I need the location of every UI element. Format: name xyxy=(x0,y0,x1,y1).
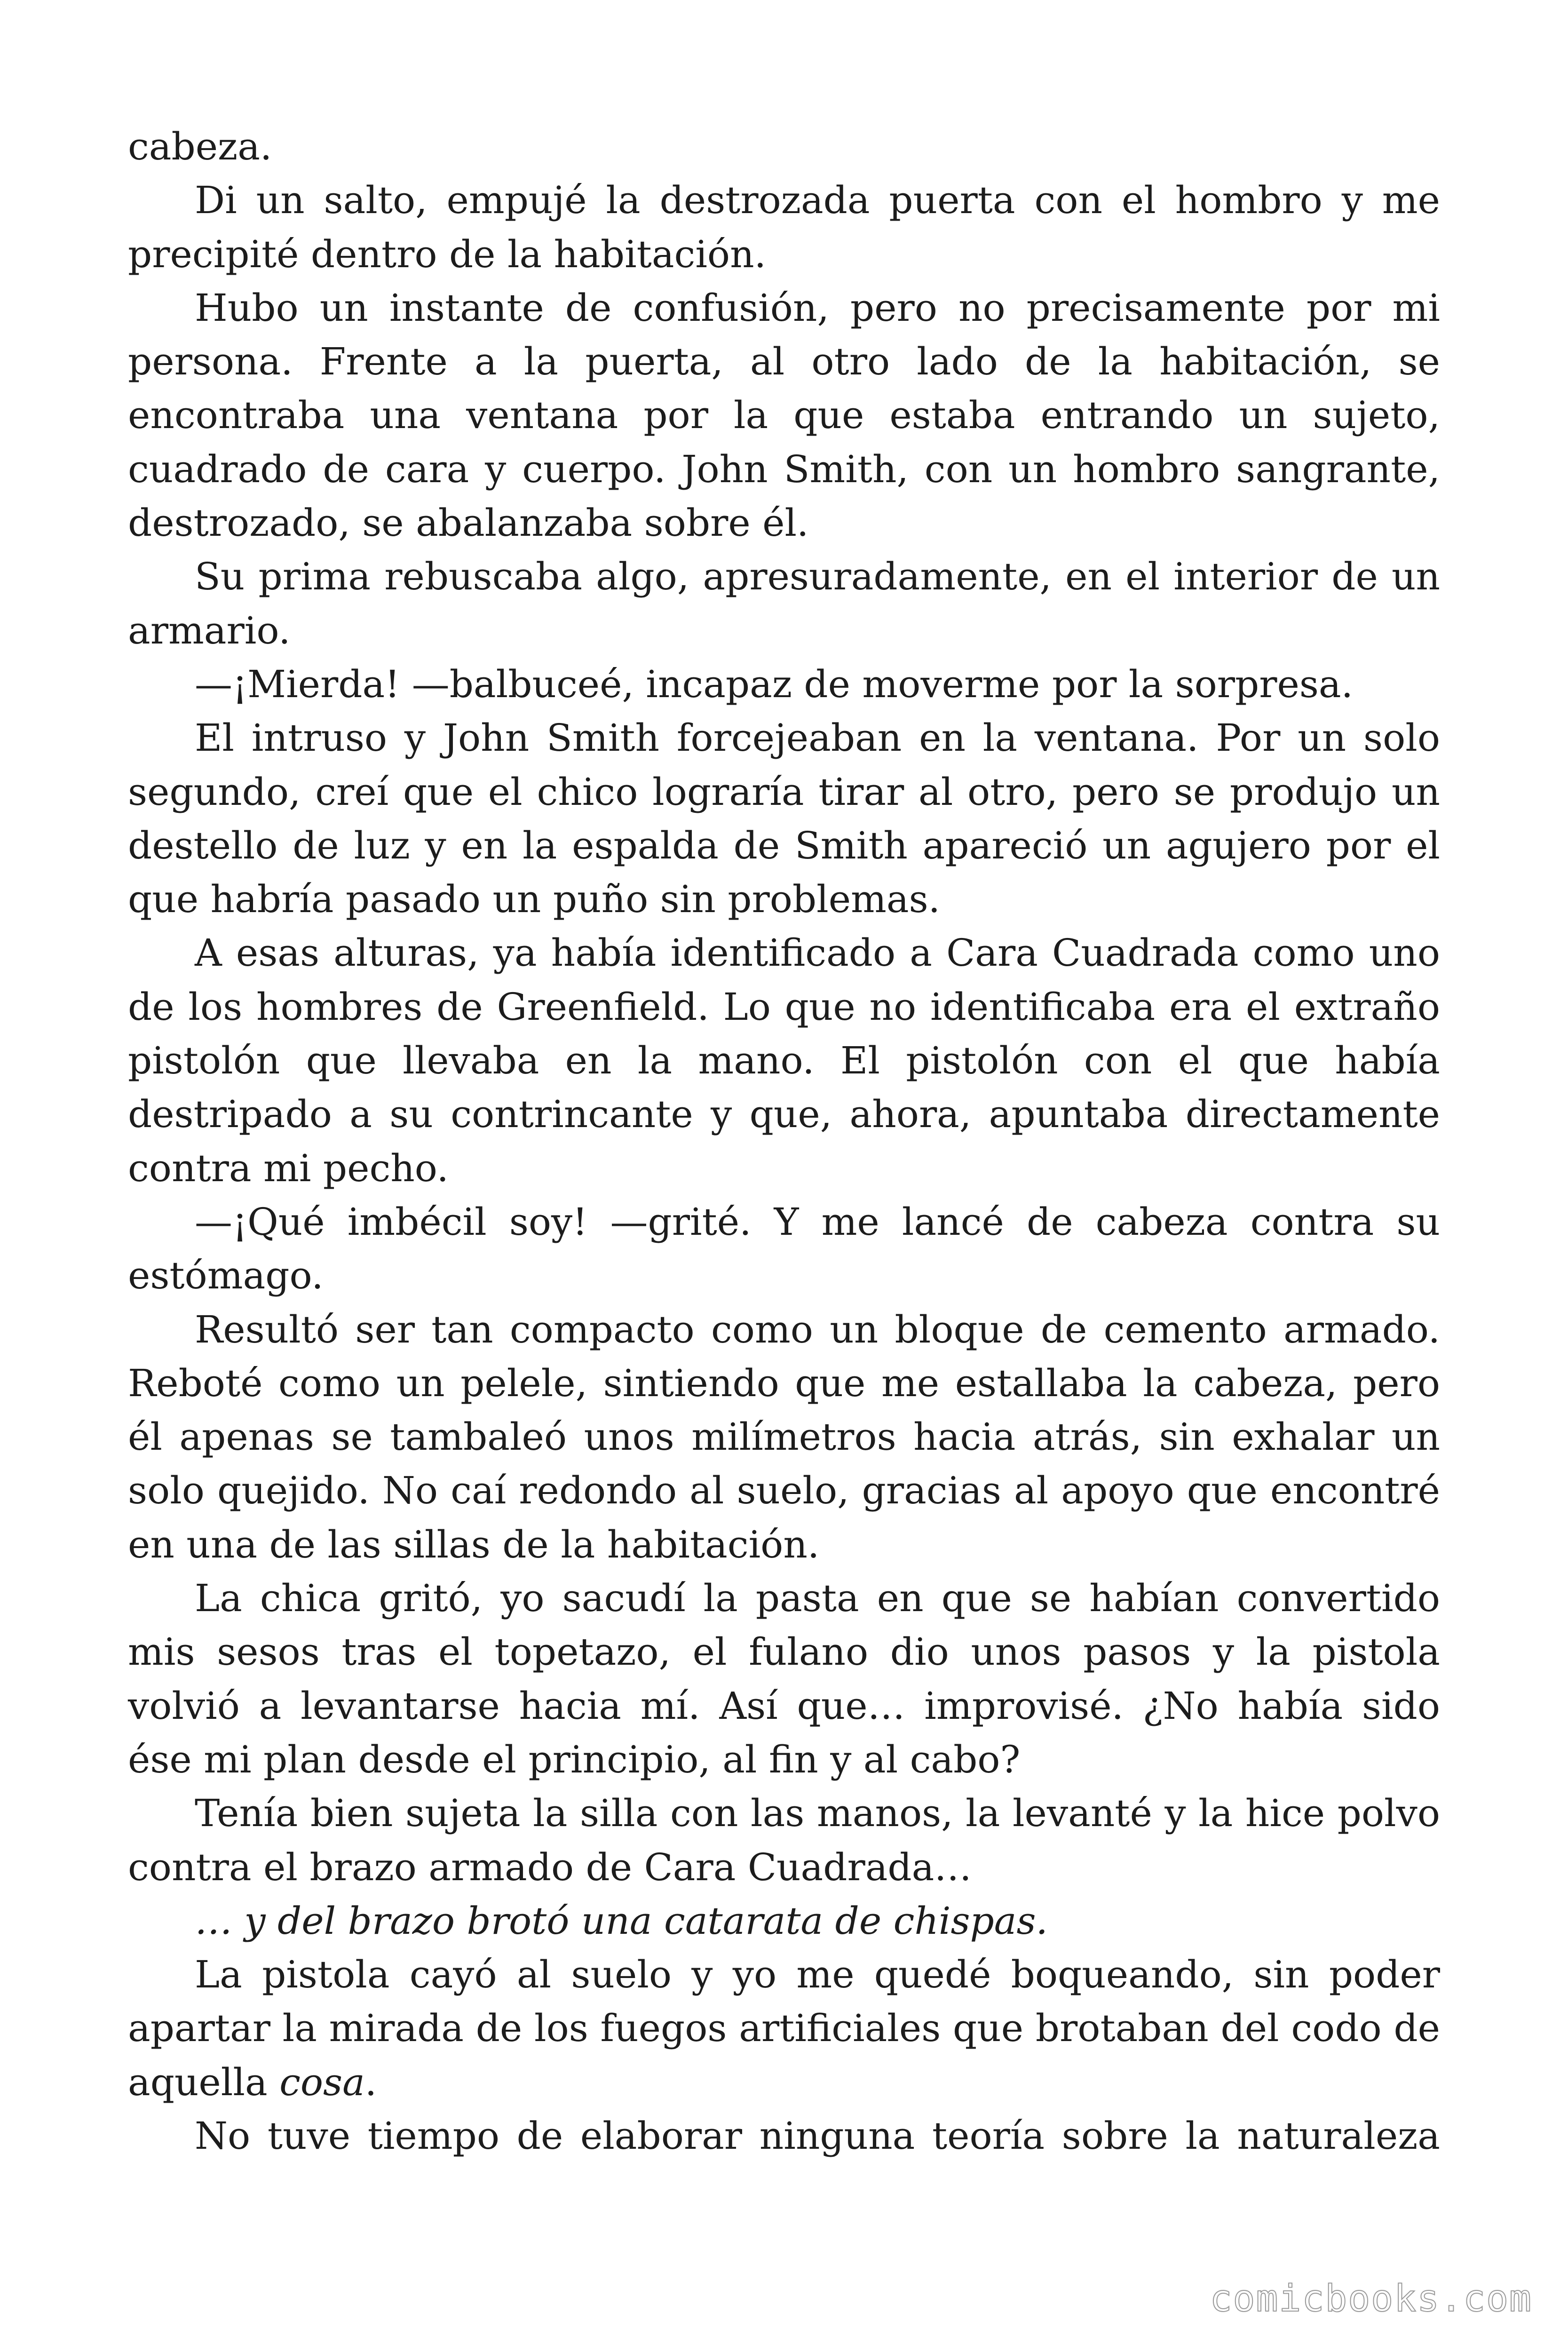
paragraph: La chica gritó, yo sacudí la pasta en que se habían convertido mis sesos tras el topetazo, el fulano dio unos pasos y la pistola volvió a levantarse hacia mí. Así que… improvisé. ¿No había sido ése mi plan desde el principio, al fin y al cabo? xyxy=(128,1576,1440,1781)
paragraph: No tuve tiempo de elaborar ninguna teoría sobre la naturaleza xyxy=(195,2114,1440,2158)
paragraph: A esas alturas, ya había identificado a Cara Cuadrada como uno de los hombres de Greenfield. Lo que no identificaba era el extraño pistolón que llevaba en la mano. El pistolón con el que había destripado a su contrincante y que, ahora, apuntaba directamente contra mi pecho. xyxy=(128,931,1440,1190)
paragraph: Hubo un instante de confusión, pero no precisamente por mi persona. Frente a la puerta, al otro lado de la habitación, se encontraba una ventana por la que estaba entrando un sujeto, cuadrado de cara y cuerpo. John Smith, con un hombro sangrante, destrozado, se abalanzaba sobre él. xyxy=(128,286,1440,545)
dialogue-paragraph: —¡Qué imbécil soy! —grité. Y me lancé de cabeza contra su estómago. xyxy=(128,1200,1440,1298)
paragraph: cabeza. xyxy=(128,125,272,168)
page-body xyxy=(128,120,1440,2163)
paragraph: Resultó ser tan compacto como un bloque de cemento armado. Reboté como un pelele, sintiendo que me estallaba la cabeza, pero él apenas se tambaleó unos milímetros hacia atrás, sin exhalar un solo quejido. No caí redondo al suelo, gracias al apoyo que encontré en una de las sillas de la habitación. xyxy=(128,1307,1440,1566)
paragraph: Tenía bien sujeta la silla con las manos, la levanté y la hice polvo contra el brazo armado de Cara Cuadrada… xyxy=(128,1791,1440,1889)
paragraph-text: La pistola cayó al suelo y yo me quedé boqueando, sin poder apartar la mirada de los fuegos artificiales que brotaban del codo de aquella xyxy=(128,1953,1440,2104)
emphasis-word: cosa xyxy=(279,2060,365,2104)
paragraph: Di un salto, empujé la destrozada puerta con el hombro y me precipité dentro de la habitación. xyxy=(128,178,1440,276)
paragraph: El intruso y John Smith forcejeaban en la ventana. Por un solo segundo, creí que el chico lograría tirar al otro, pero se produjo un destello de luz y en la espalda de Smith apareció un agujero por el que habría pasado un puño sin problemas. xyxy=(128,716,1440,922)
italic-paragraph: … y del brazo brotó una catarata de chispas. xyxy=(195,1899,1048,1943)
paragraph-text-end: . xyxy=(364,2060,377,2104)
paragraph: Su prima rebuscaba algo, apresuradamente, en el interior de un armario. xyxy=(128,555,1440,652)
watermark: comicbooks.com xyxy=(1210,2278,1532,2320)
paragraph xyxy=(128,1948,1440,2109)
dialogue-paragraph: —¡Mierda! —balbuceé, incapaz de moverme por la sorpresa. xyxy=(195,662,1354,706)
